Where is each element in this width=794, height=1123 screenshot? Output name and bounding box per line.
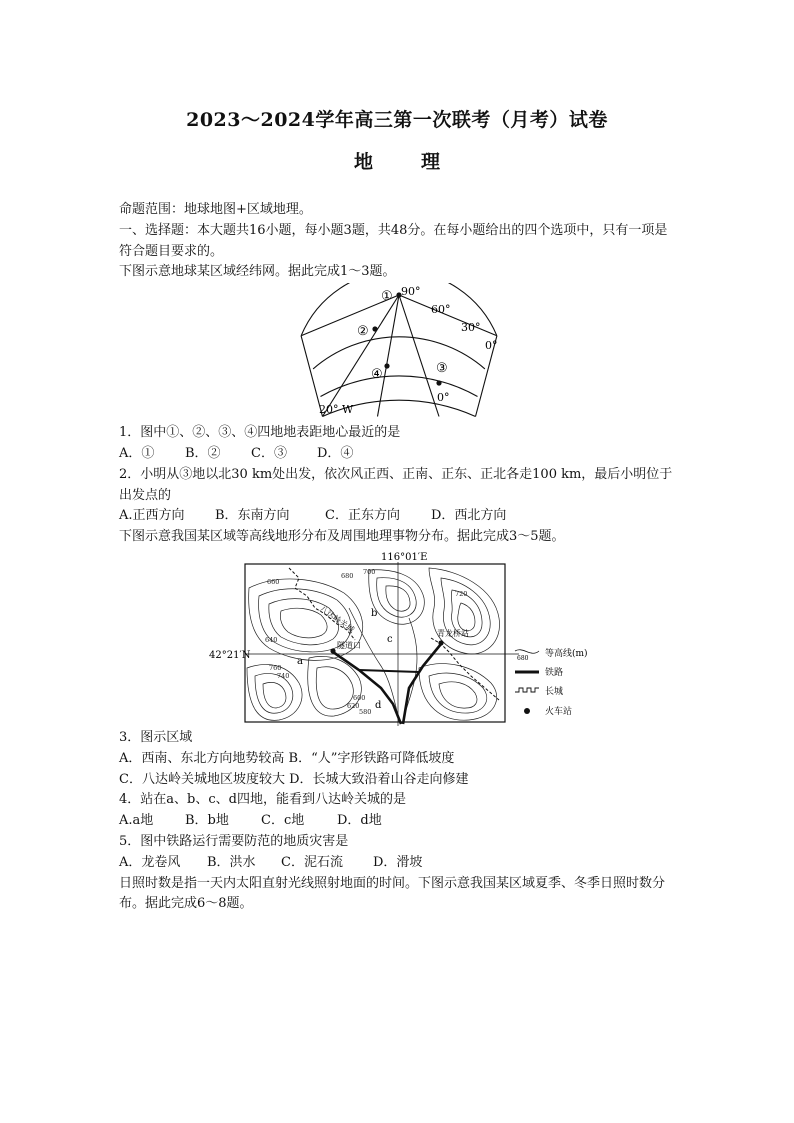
legend-contour-sample: 680 xyxy=(517,654,529,662)
point-4-dot xyxy=(384,364,389,369)
contour-label-600: 600 xyxy=(353,693,366,702)
q1-option-d: D．④ xyxy=(317,445,354,461)
graticule-svg xyxy=(119,283,679,423)
q4-stem: 4．站在a、b、c、d四地，能看到八达岭关城的是 xyxy=(119,792,406,808)
legend-railway-label: 铁路 xyxy=(545,667,564,678)
q2-option-a: A.正西方向 xyxy=(119,508,185,524)
figure1-intro: 下图示意地球某区域经纬网。据此完成1～3题。 xyxy=(119,264,396,280)
qinglongqiao-station-icon xyxy=(438,640,443,645)
q2-option-d: D．西北方向 xyxy=(431,508,507,524)
tunnel-label: 隧道口 xyxy=(337,640,361,650)
lon-label-20w: 20° W xyxy=(319,403,354,417)
map-frame xyxy=(245,564,505,722)
figure3-intro: 日照时数是指一天内太阳直射光线照射地面的时间。下图示意我国某区域夏季、冬季日照时数分布。据此完成6～8题。 xyxy=(119,875,666,912)
legend-station-label: 火车站 xyxy=(545,706,573,717)
point-d-label: d xyxy=(375,699,382,711)
contour-label-700: 700 xyxy=(363,567,376,576)
contour-label-640: 640 xyxy=(265,635,278,644)
badaling-label: 八达岭关城 xyxy=(317,604,356,635)
lat-label-90: 90° xyxy=(401,285,421,299)
point-3-label: ③ xyxy=(436,361,448,377)
q2-stem: 2．小明从③地以北30 km处出发，依次风正西、正南、正东、正北各走100 km，最后小明位于出发点的 xyxy=(119,466,673,503)
legend-wall-label: 长城 xyxy=(545,686,564,697)
q2-option-b: B．东南方向 xyxy=(215,508,290,524)
point-b-label: b xyxy=(371,607,378,619)
legend-wall-icon xyxy=(515,688,539,692)
map-lat-label: 42°21′N xyxy=(209,649,251,661)
q5-stem: 5．图中铁路运行需要防范的地质灾害是 xyxy=(119,833,349,849)
lon-label-0: 0° xyxy=(437,391,450,405)
q4-option-d: D．d地 xyxy=(337,813,382,829)
meridian-20w xyxy=(323,295,400,417)
contour-label-760: 760 xyxy=(269,663,282,672)
scope-line: 命题范围：地球地图+区域地理。 xyxy=(119,202,312,217)
exam-title: 2023～2024学年高三第一次联考（月考）试卷 xyxy=(186,109,608,131)
point-2-label: ② xyxy=(357,324,369,340)
lat-label-0: 0° xyxy=(485,339,498,353)
q1-option-b: B．② xyxy=(185,445,221,461)
legend-contour-icon xyxy=(515,650,539,654)
latitude-arc-equator-north xyxy=(321,376,478,397)
q4-option-c: C．c地 xyxy=(261,813,305,829)
contour-label-720: 720 xyxy=(455,589,468,598)
point-1-label: ① xyxy=(381,289,393,305)
contour-label-580: 580 xyxy=(359,707,372,716)
point-c-label: c xyxy=(387,633,393,645)
q3-stem: 3．图示区域 xyxy=(119,729,193,745)
railway-east xyxy=(403,644,441,724)
contour-map-svg xyxy=(119,548,679,728)
q5-option-b: B．洪水 xyxy=(207,854,256,870)
point-3-dot xyxy=(436,381,441,386)
q1-stem: 1．图中①、②、③、④四地地表距地心最近的是 xyxy=(119,425,401,441)
qinglongqiao-label: 青龙桥站 xyxy=(437,628,469,638)
q4-option-a: A.a地 xyxy=(119,813,154,829)
contour-label-620: 620 xyxy=(347,701,360,710)
q5-option-d: D．滑坡 xyxy=(373,854,423,870)
graticule-figure xyxy=(119,283,679,423)
map-lon-label: 116°01′E xyxy=(381,551,428,563)
great-wall-east xyxy=(431,638,499,700)
legend-station-icon xyxy=(524,708,530,714)
exam-content xyxy=(119,200,679,915)
lat-label-60: 60° xyxy=(431,303,451,317)
meridian-mid xyxy=(378,295,400,417)
q3-options-row2: C．八达岭关城地区坡度较大 D．长城大致沿着山谷走向修建 xyxy=(119,771,469,787)
contour-label-660: 660 xyxy=(267,577,280,586)
legend-contour-label: 等高线(m) xyxy=(545,648,588,659)
q4-option-b: B．b地 xyxy=(185,813,229,829)
subject-title xyxy=(0,147,794,174)
figure2-intro: 下图示意我国某区域等高线地形分布及周围地理事物分布。据此完成3～5题。 xyxy=(119,529,565,545)
q1-options xyxy=(119,444,679,465)
point-4-label: ④ xyxy=(371,367,383,383)
map-legend xyxy=(515,647,588,717)
point-a-label: a xyxy=(297,655,303,667)
point-2-dot xyxy=(372,327,377,332)
q2-option-c: C．正东方向 xyxy=(325,508,400,524)
q1-option-c: C．③ xyxy=(251,445,287,461)
q1-option-a: A．① xyxy=(119,445,155,461)
q3-options-row1: A．西南、东北方向地势较高 B．“人”字形铁路可降低坡度 xyxy=(119,750,455,766)
section-instructions: 一、选择题：本大题共16小题，每小题3题，共48分。在每小题给出的四个选项中，只有一项是符合题目要求的。 xyxy=(119,222,668,259)
subject-char-2: 理 xyxy=(421,151,441,173)
q5-option-c: C．泥石流 xyxy=(281,854,343,870)
contour-label-740: 740 xyxy=(277,671,290,680)
lat-label-30: 30° xyxy=(461,321,481,335)
contour-label-680: 680 xyxy=(341,571,354,580)
latitude-arc-30 xyxy=(313,337,485,369)
q4-options xyxy=(119,811,679,832)
railway-switchback xyxy=(359,670,419,672)
contour-map-figure xyxy=(119,548,679,728)
q2-options xyxy=(119,506,679,527)
q5-options xyxy=(119,853,679,874)
tunnel-station-icon xyxy=(330,648,335,653)
q5-option-a: A．龙卷风 xyxy=(119,854,181,870)
subject-char-1: 地 xyxy=(353,151,373,173)
